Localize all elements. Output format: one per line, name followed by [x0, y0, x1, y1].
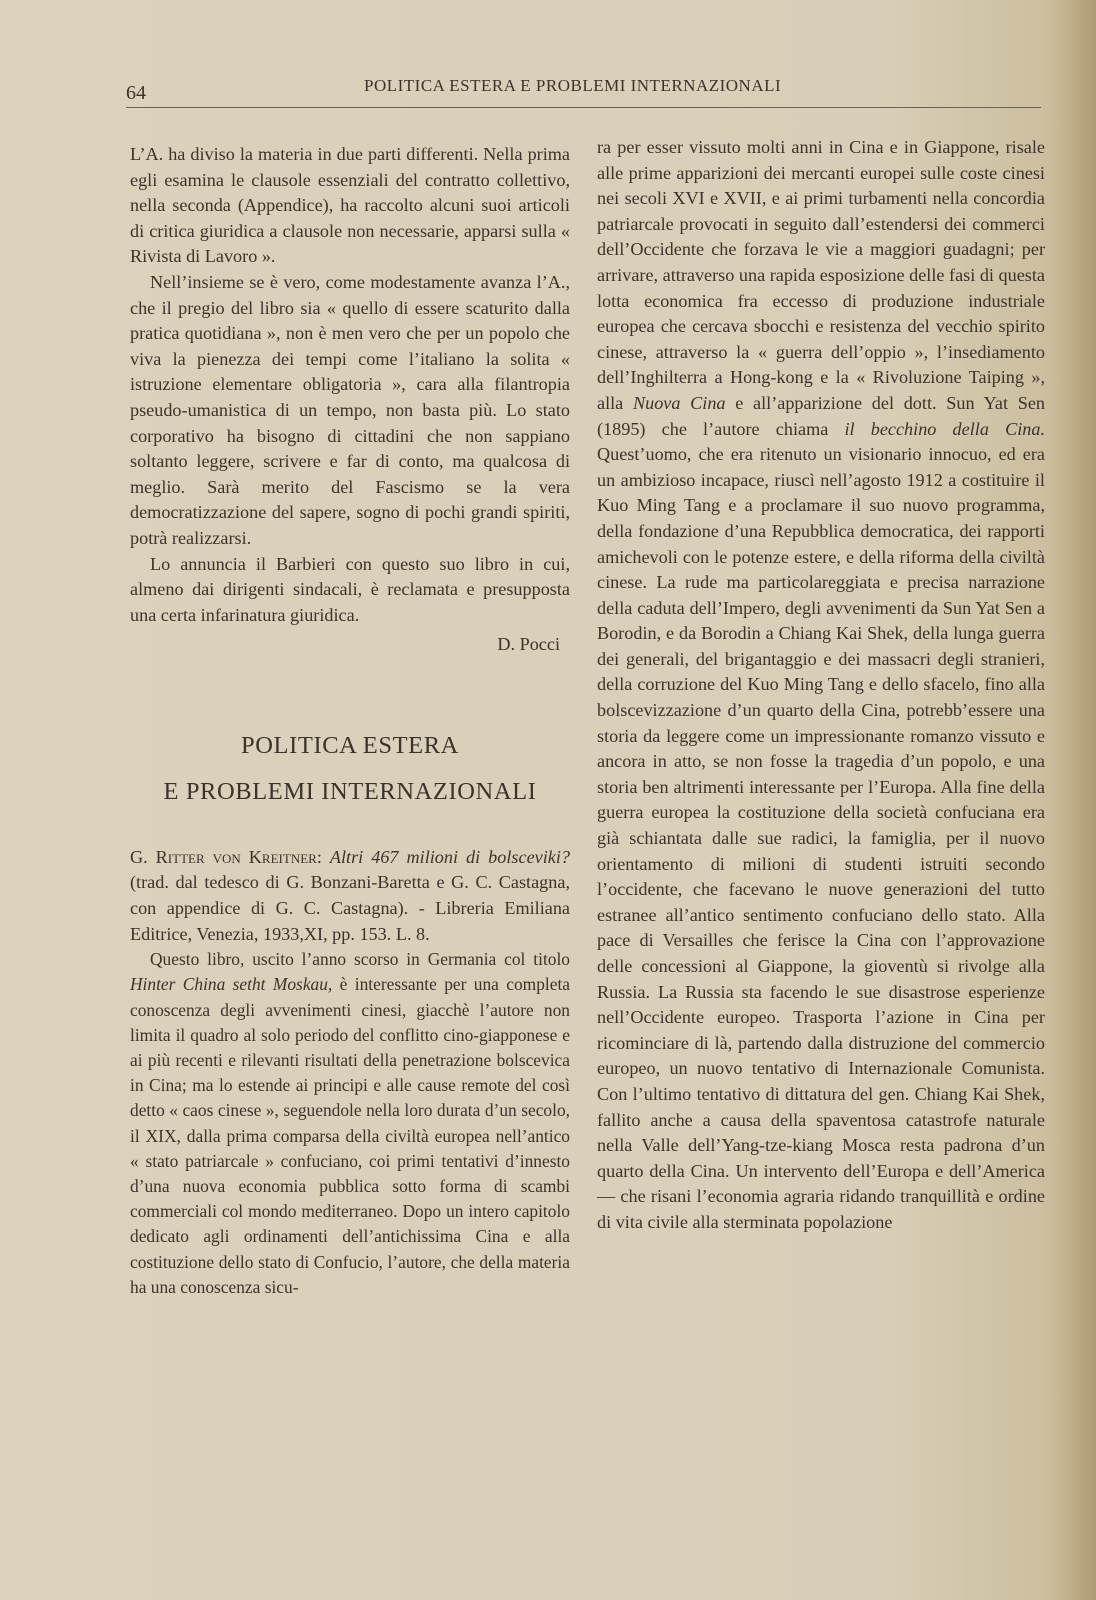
- review-signature: D. Pocci: [497, 634, 560, 655]
- review-text: Quest’uomo, che era ritenuto un visionario innocuo, ed era un ambizioso incapace, riuscì nell’agosto 1912 a costituire il Kuo Ming Tang e a proclamare il suo nuovo programma, della fondazione d’una Repubblica democratica, dei rapporti amichevoli con le potenze estere, e della riforma della civiltà cinese. La rude ma particolareggiata e precisa narrazione della caduta dell’Impero, degli avvenimenti da Sun Yat Sen a Borodin, e da Borodin a Chiang Kai Shek, della lunga guerra dei generali, del brigantaggio e dei massacri degli stranieri, della corruzione del Kuo Ming Tang e dello sfacelo, fino alla bolscevizzazione d’un quarto della Cina, potrebb’essere una storia da leggere come un impressionante romanzo vissuto e ancora in atto, se non fosse la tragedia d’un popolo, e una storia ben altrimenti interessante per l’Europa. Alla fine della guerra europea la costituzione della società confuciana era già schiantata dalle sue radici, la famiglia, per il nuovo orientamento di milioni di studenti istruiti secondo l’occidente, che facevano le nuove generazioni del tutto estranee all’antico sentimento confuciano dello stato. Alla pace di Versailles che ferisce la Cina con l’approvazione delle concessioni al Giappone, la gioventù si rivolge alla Russia. La Russia sta facendo le sue disastrose esperienze nell’Occidente europeo. Trasporta l’azione in Cina per ricominciare di là, partendo dalla distruzione del commercio europeo, un nuovo tentativo di Internazionale Comunista. Con l’ultimo tentativo di dittatura del gen. Chiang Kai Shek, fallito anche a causa della spaventosa catastrofe naturale nella Valle dell’Yang-tze-kiang Mosca resta padrona d’un quarto della Cina. Un intervento dell’Europa e dell’America — che risani l’economia agraria ridando tranquillità e ordine di vita civile alla sterminata popolazione: [597, 444, 1045, 1232]
- review-text: è interessante per una completa conoscenza degli avvenimenti cinesi, giacchè l’autore non limita il quadro al solo periodo del conflitto cino-giapponese e ai più recenti e rilevanti risultati della penetrazione bolscevica in Cina; ma lo estende ai principi e alle cause remote del così detto « caos cinese », seguendole nella loro durata d’un secolo, il XIX, dalla prima comparsa della civiltà europea nell’antico « stato patriarcale » confuciano, coi primi tentativi d’innesto d’una nuova economia pubblica sotto forma di scambi commerciali col mondo mediterraneo. Dopo un intero capitolo dedicato agli ordinamenti dell’antichissima Cina e alla costituzione dello stato di Confucio, l’autore, che della materia ha una conoscenza sicu-: [130, 974, 570, 1297]
- original-book-title: Hinter China setht Moskau,: [130, 974, 333, 995]
- section-heading: [130, 723, 570, 815]
- review-citation: [130, 845, 570, 947]
- page-edge-shadow: [1056, 0, 1096, 1600]
- review-body: [130, 947, 570, 1300]
- paragraph: L’A. ha diviso la materia in due parti differenti. Nella prima egli esamina le clausole essenziali del contratto collettivo, nella seconda (Appendice), ha raccolto alcuni suoi articoli di critica giuridica a clausole non necessarie, apparsi sulla « Rivista di Lavoro ».: [130, 144, 570, 267]
- page-number: 64: [126, 82, 146, 104]
- page-header: [126, 76, 1041, 110]
- review-book-title: Altri 467 milioni di bolsceviki?: [329, 846, 570, 867]
- italic-term: il becchino della Cina.: [844, 418, 1046, 439]
- review-text: Questo libro, uscito l’anno scorso in Germania col titolo: [150, 949, 570, 970]
- left-column: [130, 142, 570, 1300]
- paragraph: Lo annuncia il Barbieri con questo suo libro in cui, almeno dai dirigenti sindacali, è reclamata e presupposta una certa infarinatura giuridica.: [130, 553, 570, 625]
- header-rule: [126, 107, 1041, 108]
- italic-term: Nuova Cina: [632, 392, 726, 413]
- section-heading-line-1: POLITICA ESTERA: [241, 731, 459, 759]
- review-text: ra per esser vissuto molti anni in Cina e in Giappone, risale alle prime apparizioni dei mercanti europei sulle coste cinesi nei secoli XVI e XVII, e ai primi turbamenti nella concordia patriarcale provocati in seguito dall’estendersi dei commerci dell’Occidente che forzava le vie a maggiori guadagni; per arrivare, attraverso una rapida esposizione delle fasi di questa lotta economica fra eccesso di produzione industriale europea che cercava sbocchi e resistenza del vecchio spirito cinese, attraverso la « guerra dell’oppio », l’insediamento dell’Inghilterra a Hong-kong e la « Rivoluzione Taiping », alla: [597, 137, 1045, 413]
- paragraph: Nell’insieme se è vero, come modestamente avanza l’A., che il pregio del libro sia « quello di essere scaturito dalla pratica quotidiana », non è men vero che per un popolo che viva la pienezza dei tempi come l’italiano la solita « istruzione elementare obligatoria », cara alla filantropia pseudo-umanistica di un tempo, non basta più. Lo stato corporativo ha bisogno di cittadini che non sappiano soltanto leggere, scrivere e far di conto, ma qualcosa di meglio. Sarà merito del Fascismo se la vera democratizzazione del sapere, sogno di pochi grandi spiriti, potrà realizzarsi.: [130, 271, 570, 548]
- running-title: POLITICA ESTERA E PROBLEMI INTERNAZIONALI: [364, 76, 782, 95]
- review-publication: (trad. dal tedesco di G. Bonzani-Baretta e G. C. Castagna, con appendice di G. C. Castagna). - Libreria Emiliana Editrice, Venezia, 1933,XI, pp. 153. L. 8.: [130, 872, 570, 944]
- right-column: [597, 135, 1045, 1236]
- section-heading-line-2: E PROBLEMI INTERNAZIONALI: [163, 777, 537, 805]
- review-text: e all’apparizione del dott. Sun Yat Sen (1895) che l’autore chiama: [597, 392, 1045, 439]
- review-author: G. Ritter von Kreitner:: [130, 846, 322, 867]
- continued-paragraph: [597, 135, 1045, 1236]
